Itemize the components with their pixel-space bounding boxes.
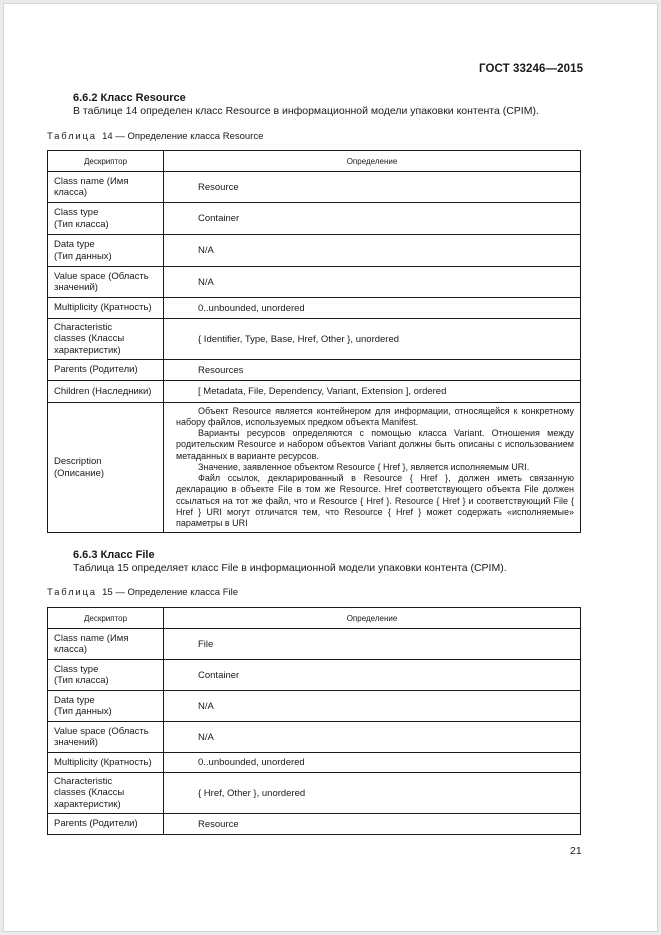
- table-header-row: [48, 608, 581, 629]
- resource-definition-table: [47, 150, 581, 533]
- caption-text: 15 — Определение класса File: [102, 587, 239, 598]
- descriptor-text: значений): [54, 737, 98, 748]
- descriptor-cell: [48, 298, 164, 319]
- descriptor-text: classes (Классы: [54, 333, 125, 345]
- section-heading-file: 6.6.3 Класс File: [73, 549, 155, 561]
- descriptor-text: Characteristic: [54, 775, 113, 787]
- descriptor-text: Class type: [54, 663, 99, 675]
- descriptor-cell: [48, 691, 164, 722]
- descriptor-text: Characteristic: [54, 321, 113, 333]
- description-paragraph: Значение, заявленное объектом Resource { Href }, является исполняемым URI.: [198, 461, 530, 472]
- table-row: [48, 691, 581, 722]
- description-cell: [164, 403, 581, 533]
- descriptor-text: характеристик): [54, 798, 121, 810]
- descriptor-text: характеристик): [54, 344, 121, 356]
- descriptor-text: Value space (Область: [54, 725, 149, 737]
- descriptor-text: значений): [54, 282, 98, 293]
- descriptor-text: classes (Классы: [54, 787, 125, 799]
- descriptor-text: Parents (Родители): [54, 818, 138, 830]
- table-row: [48, 814, 581, 835]
- definition-cell: 0..unbounded, unordered: [164, 753, 581, 773]
- column-header-descriptor: Дескриптор: [48, 608, 164, 629]
- table-row: [48, 298, 581, 319]
- descriptor-cell: [48, 172, 164, 203]
- descriptor-cell: [48, 814, 164, 835]
- descriptor-text: Parents (Родители): [54, 364, 138, 376]
- definition-cell: N/A: [164, 722, 581, 753]
- descriptor-text: Data type: [54, 694, 95, 706]
- descriptor-text: Multiplicity (Кратность): [54, 302, 152, 314]
- descriptor-cell: [48, 773, 164, 814]
- definition-cell: Resources: [164, 360, 581, 381]
- table-row: [48, 381, 581, 403]
- table-row: [48, 319, 581, 360]
- descriptor-cell: [48, 235, 164, 267]
- table-row: [48, 267, 581, 298]
- descriptor-cell: [48, 403, 164, 533]
- table-row-description: [48, 403, 581, 533]
- table-row: [48, 235, 581, 267]
- page-number: 21: [570, 845, 582, 857]
- descriptor-text: (Тип класса): [54, 218, 109, 230]
- descriptor-text: Multiplicity (Кратность): [54, 756, 152, 768]
- column-header-definition: Определение: [164, 151, 581, 172]
- table-row: [48, 773, 581, 814]
- definition-cell: N/A: [164, 235, 581, 267]
- column-header-definition: Определение: [164, 608, 581, 629]
- descriptor-text: Description: [54, 456, 102, 467]
- standard-header: ГОСТ 33246—2015: [479, 63, 584, 75]
- descriptor-text: Value space (Область: [54, 270, 149, 282]
- definition-cell: Container: [164, 203, 581, 235]
- descriptor-cell: [48, 753, 164, 773]
- descriptor-cell: [48, 360, 164, 381]
- descriptor-cell: [48, 203, 164, 235]
- descriptor-text: класса): [54, 644, 88, 655]
- section-intro-file: Таблица 15 определяет класс File в информационной модели упаковки контента (CPIM).: [73, 562, 507, 574]
- definition-cell: N/A: [164, 691, 581, 722]
- file-definition-table: [47, 607, 581, 835]
- descriptor-text: Class name (Имя: [54, 175, 129, 187]
- column-header-descriptor: Дескриптор: [48, 151, 164, 172]
- table-caption-14: [47, 131, 263, 142]
- table-row: [48, 629, 581, 660]
- descriptor-cell: [48, 267, 164, 298]
- definition-cell: { Href, Other }, unordered: [164, 773, 581, 814]
- definition-cell: Resource: [164, 814, 581, 835]
- descriptor-text: Class name (Имя: [54, 632, 129, 644]
- table-row: [48, 753, 581, 773]
- section-intro-resource: В таблице 14 определен класс Resource в информационной модели упаковки контента (CPIM).: [73, 105, 539, 117]
- descriptor-cell: [48, 629, 164, 660]
- descriptor-text: (Описание): [54, 467, 105, 479]
- descriptor-text: (Тип данных): [54, 250, 112, 262]
- definition-cell: 0..unbounded, unordered: [164, 298, 581, 319]
- descriptor-text: Class type: [54, 207, 99, 218]
- definition-cell: { Identifier, Type, Base, Href, Other }, unordered: [164, 319, 581, 360]
- descriptor-text: (Тип данных): [54, 706, 112, 717]
- definition-cell: Container: [164, 660, 581, 691]
- descriptor-text: класса): [54, 187, 88, 198]
- descriptor-text: Data type: [54, 239, 95, 250]
- table-row: [48, 660, 581, 691]
- definition-cell: File: [164, 629, 581, 660]
- table-caption-15: [47, 587, 238, 598]
- description-paragraph: Объект Resource является контейнером для информации, относящейся к конкретному набору файлов, используемых предком объекта Manifest.: [176, 405, 574, 428]
- descriptor-text: (Тип класса): [54, 675, 109, 686]
- description-paragraph: Файл ссылок, декларированный в Resource { Href }, должен иметь связанную декларацию в объекте File в том же Resource. Href соответствующего объекта File должен ссылаться на тот же файл, что и Resource { Href }. Resource { Href } и соответствующий File { Href } URI могут отличатся тем, что Resource { Href } может содержать «исполняемые» параметры в URI: [176, 473, 574, 528]
- descriptor-cell: [48, 660, 164, 691]
- descriptor-text: Children (Наследники): [54, 385, 152, 397]
- definition-cell: [ Metadata, File, Dependency, Variant, Extension ], ordered: [164, 381, 581, 403]
- caption-prefix: Таблица: [47, 587, 97, 598]
- table-row: [48, 360, 581, 381]
- caption-prefix: Таблица: [47, 131, 97, 142]
- description-paragraph: Варианты ресурсов определяются с помощью класса Variant. Отношения между родительским Resource и набором объектов Variant должны быть описаны с использованием метаданных в варианте ресурсов.: [176, 428, 574, 461]
- table-row: [48, 203, 581, 235]
- table-row: [48, 172, 581, 203]
- section-heading-resource: 6.6.2 Класс Resource: [73, 92, 186, 104]
- descriptor-cell: [48, 319, 164, 360]
- definition-cell: Resource: [164, 172, 581, 203]
- descriptor-cell: [48, 381, 164, 403]
- definition-cell: N/A: [164, 267, 581, 298]
- descriptor-cell: [48, 722, 164, 753]
- caption-text: 14 — Определение класса Resource: [102, 131, 264, 142]
- table-row: [48, 722, 581, 753]
- table-header-row: [48, 151, 581, 172]
